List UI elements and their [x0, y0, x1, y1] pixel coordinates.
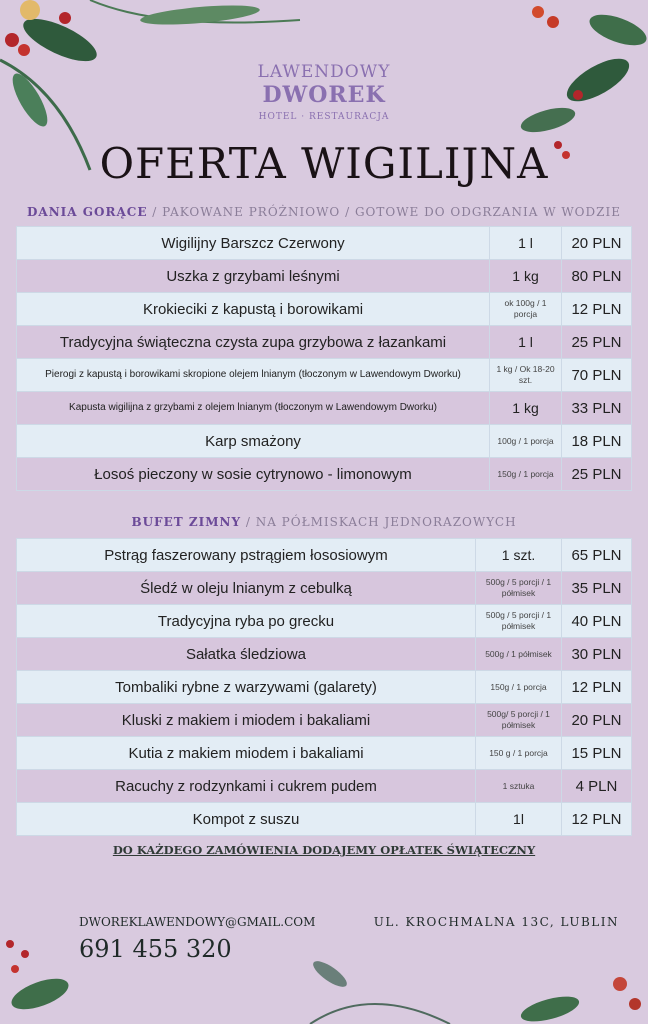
item-price: 12 PLN — [562, 293, 632, 326]
item-quantity: 1 sztuka — [476, 770, 562, 803]
table-row — [17, 326, 632, 359]
table-row — [17, 539, 632, 572]
item-quantity: 150 g / 1 porcja — [476, 737, 562, 770]
section-title: BUFET ZIMNY — [131, 515, 242, 529]
item-quantity: 500g / 5 porcji / 1 półmisek — [476, 605, 562, 638]
item-quantity: 1 l — [490, 227, 562, 260]
table-row — [17, 425, 632, 458]
section-heading-hot — [0, 204, 648, 220]
item-price: 65 PLN — [562, 539, 632, 572]
table-row — [17, 770, 632, 803]
table-row — [17, 458, 632, 491]
item-name: Kutia z makiem miodem i bakaliami — [17, 737, 476, 770]
item-name: Łosoś pieczony w sosie cytrynowo - limonowym — [17, 458, 490, 491]
item-name: Karp smażony — [17, 425, 490, 458]
section-subtitle: / NA PÓŁMISKACH JEDNORAZOWYCH — [241, 515, 517, 529]
item-quantity: 100g / 1 porcja — [490, 425, 562, 458]
item-name: Pierogi z kapustą i borowikami skropione olejem lnianym (tłoczonym w Lawendowym Dworku) — [17, 359, 490, 392]
item-price: 4 PLN — [562, 770, 632, 803]
logo-line-1: LAWENDOWY — [257, 62, 391, 82]
wafer-note: DO KAŻDEGO ZAMÓWIENIA DODAJEMY OPŁATEK ŚWIĄTECZNY — [112, 843, 536, 857]
item-quantity: 1 kg — [490, 260, 562, 293]
item-price: 18 PLN — [562, 425, 632, 458]
table-row — [17, 803, 632, 836]
item-price: 33 PLN — [562, 392, 632, 425]
leaves-decoration-bottom-icon — [290, 954, 648, 1024]
table-row — [17, 572, 632, 605]
item-quantity: 500g / 5 porcji / 1 półmisek — [476, 572, 562, 605]
item-price: 25 PLN — [562, 326, 632, 359]
table-row — [17, 392, 632, 425]
item-name: Racuchy z rodzynkami i cukrem pudem — [17, 770, 476, 803]
item-price: 25 PLN — [562, 458, 632, 491]
table-row — [17, 671, 632, 704]
contact-row — [79, 914, 619, 930]
item-name: Tradycyjna ryba po grecku — [17, 605, 476, 638]
table-row — [17, 638, 632, 671]
item-quantity: 500g / 1 półmisek — [476, 638, 562, 671]
page-title: OFERTA WIGILIJNA — [99, 139, 549, 188]
contact-footer — [79, 914, 619, 964]
item-name: Kluski z makiem i miodem i bakaliami — [17, 704, 476, 737]
item-quantity: 1 l — [490, 326, 562, 359]
contact-email[interactable]: DWOREKLAWENDOWY@GMAIL.COM — [79, 915, 316, 929]
item-price: 30 PLN — [562, 638, 632, 671]
item-name: Kompot z suszu — [17, 803, 476, 836]
item-name: Śledź w oleju lnianym z cebulką — [17, 572, 476, 605]
item-quantity: 1l — [476, 803, 562, 836]
table-row — [17, 260, 632, 293]
item-price: 20 PLN — [562, 704, 632, 737]
item-price: 12 PLN — [562, 803, 632, 836]
item-name: Wigilijny Barszcz Czerwony — [17, 227, 490, 260]
item-name: Tradycyjna świąteczna czysta zupa grzybowa z łazankami — [17, 326, 490, 359]
item-name: Uszka z grzybami leśnymi — [17, 260, 490, 293]
table-row — [17, 293, 632, 326]
section-heading-cold — [0, 514, 648, 530]
item-name: Tombaliki rybne z warzywami (galarety) — [17, 671, 476, 704]
table-row — [17, 704, 632, 737]
item-quantity: 500g/ 5 porcji / 1 półmisek — [476, 704, 562, 737]
item-name: Kapusta wigilijna z grzybami z olejem lnianym (tłoczonym w Lawendowym Dworku) — [17, 392, 490, 425]
item-price: 80 PLN — [562, 260, 632, 293]
section-subtitle: / PAKOWANE PRÓŻNIOWO / GOTOWE DO ODGRZANIA W WODZIE — [147, 205, 621, 219]
item-price: 40 PLN — [562, 605, 632, 638]
item-quantity: 1 kg — [490, 392, 562, 425]
cold-buffet-table — [16, 538, 632, 836]
logo-line-3: HOTEL · RESTAURACJA — [258, 112, 390, 122]
item-quantity: 1 szt. — [476, 539, 562, 572]
table-row — [17, 737, 632, 770]
item-name: Sałatka śledziowa — [17, 638, 476, 671]
table-row — [17, 359, 632, 392]
table-row — [17, 227, 632, 260]
item-quantity: 1 kg / Ok 18-20 szt. — [490, 359, 562, 392]
table-row — [17, 605, 632, 638]
item-price: 35 PLN — [562, 572, 632, 605]
item-price: 15 PLN — [562, 737, 632, 770]
item-quantity: 150g / 1 porcja — [490, 458, 562, 491]
item-name: Krokieciki z kapustą i borowikami — [17, 293, 490, 326]
item-quantity: 150g / 1 porcja — [476, 671, 562, 704]
section-title: DANIA GORĄCE — [27, 205, 148, 219]
item-price: 20 PLN — [562, 227, 632, 260]
item-price: 70 PLN — [562, 359, 632, 392]
item-price: 12 PLN — [562, 671, 632, 704]
contact-phone[interactable]: 691 455 320 — [79, 935, 232, 963]
item-name: Pstrąg faszerowany pstrągiem łososiowym — [17, 539, 476, 572]
logo-line-2: DWOREK — [262, 82, 386, 108]
contact-address: UL. KROCHMALNA 13C, LUBLIN — [373, 915, 619, 929]
item-quantity: ok 100g / 1 porcja — [490, 293, 562, 326]
hot-dishes-table — [16, 226, 632, 491]
